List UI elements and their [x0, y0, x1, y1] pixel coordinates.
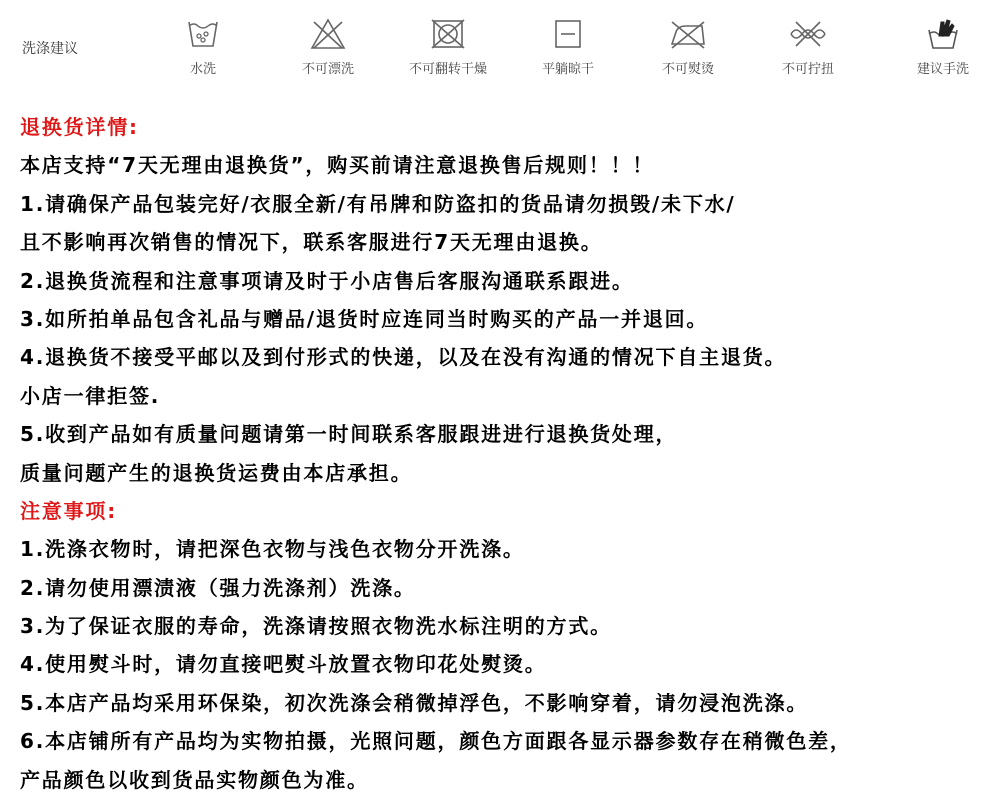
dry-flat-icon — [548, 16, 588, 52]
notes-line: 5.本店产品均采用环保染，初次洗涤会稍微掉浮色，不影响穿着，请勿浸泡洗涤。 — [20, 690, 809, 715]
care-instructions-bar — [0, 0, 1000, 92]
care-item-no-iron — [633, 16, 743, 77]
notes-heading: 注意事项: — [20, 498, 117, 523]
policy-line: 1.请确保产品包装完好/衣服全新/有吊牌和防盗扣的货品请勿损毁/未下水/ — [20, 191, 736, 216]
policy-line: 小店一律拒签. — [20, 383, 161, 408]
hand-wash-icon — [923, 16, 963, 52]
care-title: 洗涤建议 — [22, 41, 78, 57]
care-item-dry-flat — [513, 16, 623, 77]
policy-line: 2.退换货流程和注意事项请及时于小店售后客服沟通联系跟进。 — [20, 268, 634, 293]
no-iron-icon — [668, 16, 708, 52]
care-item-hand-wash — [888, 16, 998, 77]
no-tumble-dry-icon — [428, 16, 468, 52]
notes-line: 3.为了保证衣服的寿命，洗涤请按照衣物洗水标注明的方式。 — [20, 614, 612, 639]
care-label: 平躺晾干 — [541, 62, 594, 77]
care-label: 不可漂洗 — [301, 62, 354, 77]
notes-line: 6.本店铺所有产品均为实物拍摄，光照问题，颜色方面跟各显示器参数存在稍微色差， — [20, 729, 852, 754]
return-policy-heading: 退换货详情: — [20, 115, 139, 139]
policy-line: 本店支持“7天无理由退换货”，购买前请注意退换售后规则！！！ — [20, 153, 655, 178]
policy-line: 3.如所拍单品包含礼品与赠品/退货时应连同当时购买的产品一并退回。 — [20, 306, 709, 331]
care-item-wash — [148, 16, 258, 77]
policy-content — [20, 108, 990, 799]
no-wring-icon — [788, 16, 828, 52]
care-item-no-wring — [753, 16, 863, 77]
care-label: 不可拧扭 — [781, 62, 834, 77]
care-label: 不可翻转干燥 — [408, 62, 487, 77]
policy-line: 质量问题产生的退换货运费由本店承担。 — [20, 460, 413, 485]
care-item-no-bleach — [273, 16, 383, 77]
care-label: 建议手洗 — [916, 62, 969, 77]
care-label: 不可熨烫 — [661, 62, 714, 77]
policy-line: 且不影响再次销售的情况下，联系客服进行7天无理由退换。 — [20, 230, 603, 255]
notes-line: 1.洗涤衣物时，请把深色衣物与浅色衣物分开洗涤。 — [20, 537, 525, 562]
care-item-no-tumble-dry — [393, 16, 503, 77]
notes-line: 2.请勿使用漂渍液（强力洗涤剂）洗涤。 — [20, 575, 416, 600]
notes-line: 产品颜色以收到货品实物颜色为准。 — [20, 767, 369, 792]
notes-line: 4.使用熨斗时，请勿直接吧熨斗放置衣物印花处熨烫。 — [20, 652, 547, 677]
no-bleach-icon — [308, 16, 348, 52]
policy-line: 5.收到产品如有质量问题请第一时间联系客服跟进进行退换货处理， — [20, 422, 678, 447]
policy-line: 4.退换货不接受平邮以及到付形式的快递，以及在没有沟通的情况下自主退货。 — [20, 345, 787, 370]
wash-tub-icon — [183, 16, 223, 52]
care-label: 水洗 — [189, 62, 216, 77]
